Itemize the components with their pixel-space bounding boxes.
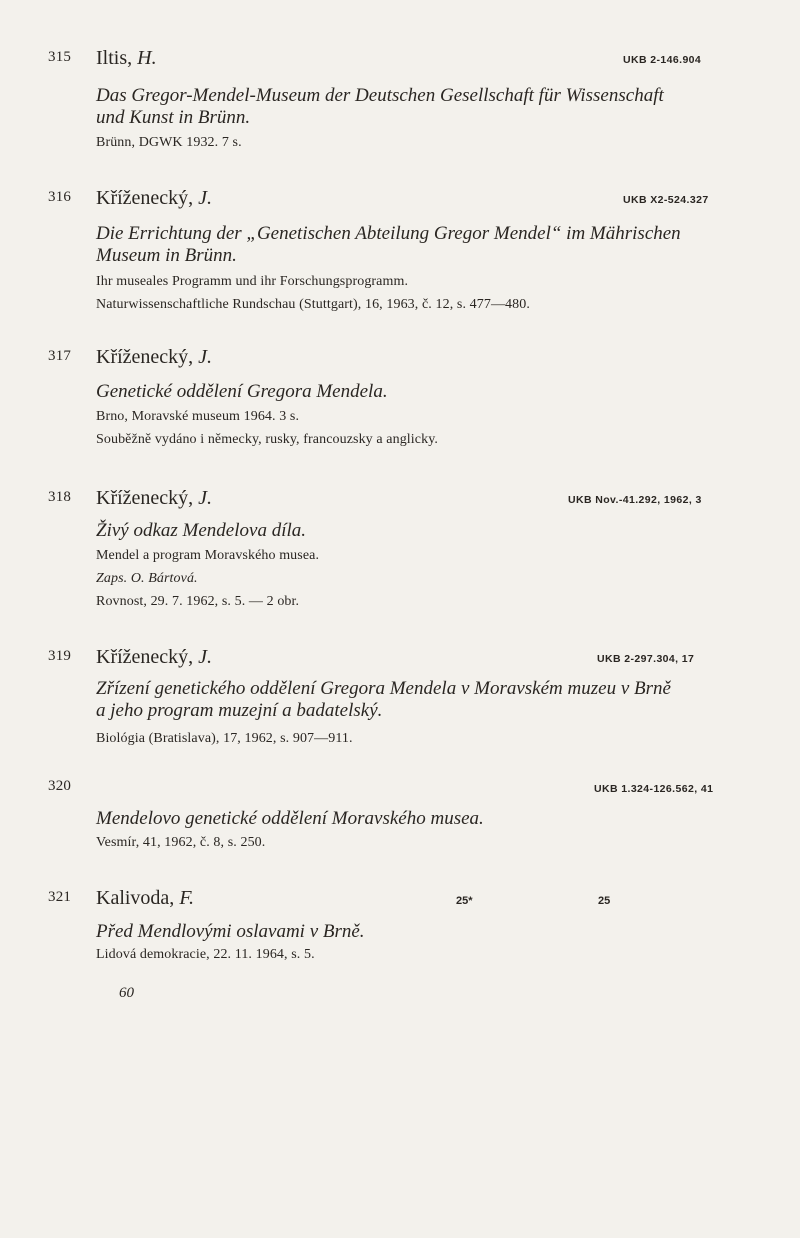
library-signature: UKB X2-524.327 xyxy=(623,194,709,206)
entry-title: Před Mendlovými oslavami v Brně. xyxy=(96,921,365,942)
entry-detail: Zaps. O. Bártová. xyxy=(96,571,198,586)
entry-title: Genetické oddělení Gregora Mendela. xyxy=(96,381,388,402)
entry-author: Kříženecký, J. xyxy=(96,187,213,209)
margin-mark: 25 xyxy=(598,895,611,907)
entry-detail: Rovnost, 29. 7. 1962, s. 5. — 2 obr. xyxy=(96,594,300,609)
entry-detail: Ihr museales Programm und ihr Forschungsprogramm. xyxy=(96,274,409,289)
entry-title: Zřízení genetického oddělení Gregora Mendela v Moravském muzeu v Brně a jeho program muzejní a badatelský. xyxy=(96,678,671,721)
entry-detail: Naturwissenschaftliche Rundschau (Stuttgart), 16, 1963, č. 12, s. 477—480. xyxy=(96,297,530,312)
entry-author: Kříženecký, J. xyxy=(96,487,213,509)
library-signature: UKB 2-146.904 xyxy=(623,54,702,66)
entry-detail: Biológia (Bratislava), 17, 1962, s. 907—911. xyxy=(96,731,353,746)
entry-number: 317 xyxy=(48,348,72,364)
entry-author: Kříženecký, J. xyxy=(96,346,213,368)
entry-number: 315 xyxy=(48,49,72,65)
margin-mark: 25* xyxy=(456,895,473,907)
entry-number: 320 xyxy=(48,778,72,794)
entry-detail: Souběžně vydáno i německy, rusky, francouzsky a anglicky. xyxy=(96,432,438,447)
entry-number: 318 xyxy=(48,489,72,505)
library-signature: UKB 2-297.304, 17 xyxy=(597,653,695,665)
entry-title: Das Gregor-Mendel-Museum der Deutschen Gesellschaft für Wissenschaft und Kunst in Brünn. xyxy=(96,85,664,128)
library-signature: UKB 1.324-126.562, 41 xyxy=(594,783,714,795)
entry-number: 321 xyxy=(48,889,72,905)
library-signature: UKB Nov.-41.292, 1962, 3 xyxy=(568,494,702,506)
entry-number: 316 xyxy=(48,189,72,205)
entry-detail: Brno, Moravské museum 1964. 3 s. xyxy=(96,409,300,424)
entry-detail: Vesmír, 41, 1962, č. 8, s. 250. xyxy=(96,835,266,850)
page-number: 60 xyxy=(119,985,134,1001)
entry-title: Die Errichtung der „Genetischen Abteilung Gregor Mendel“ im Mährischen Museum in Brünn. xyxy=(96,223,681,266)
entry-detail: Mendel a program Moravského musea. xyxy=(96,548,320,563)
entry-author: Kalivoda, F. xyxy=(96,887,194,909)
entry-title: Mendelovo genetické oddělení Moravského musea. xyxy=(96,808,484,829)
entry-number: 319 xyxy=(48,648,72,664)
entry-author: Iltis, H. xyxy=(96,47,157,69)
entry-detail: Brünn, DGWK 1932. 7 s. xyxy=(96,135,242,150)
entry-author: Kříženecký, J. xyxy=(96,646,213,668)
entry-detail: Lidová demokracie, 22. 11. 1964, s. 5. xyxy=(96,947,315,962)
entry-title: Živý odkaz Mendelova díla. xyxy=(96,520,307,541)
